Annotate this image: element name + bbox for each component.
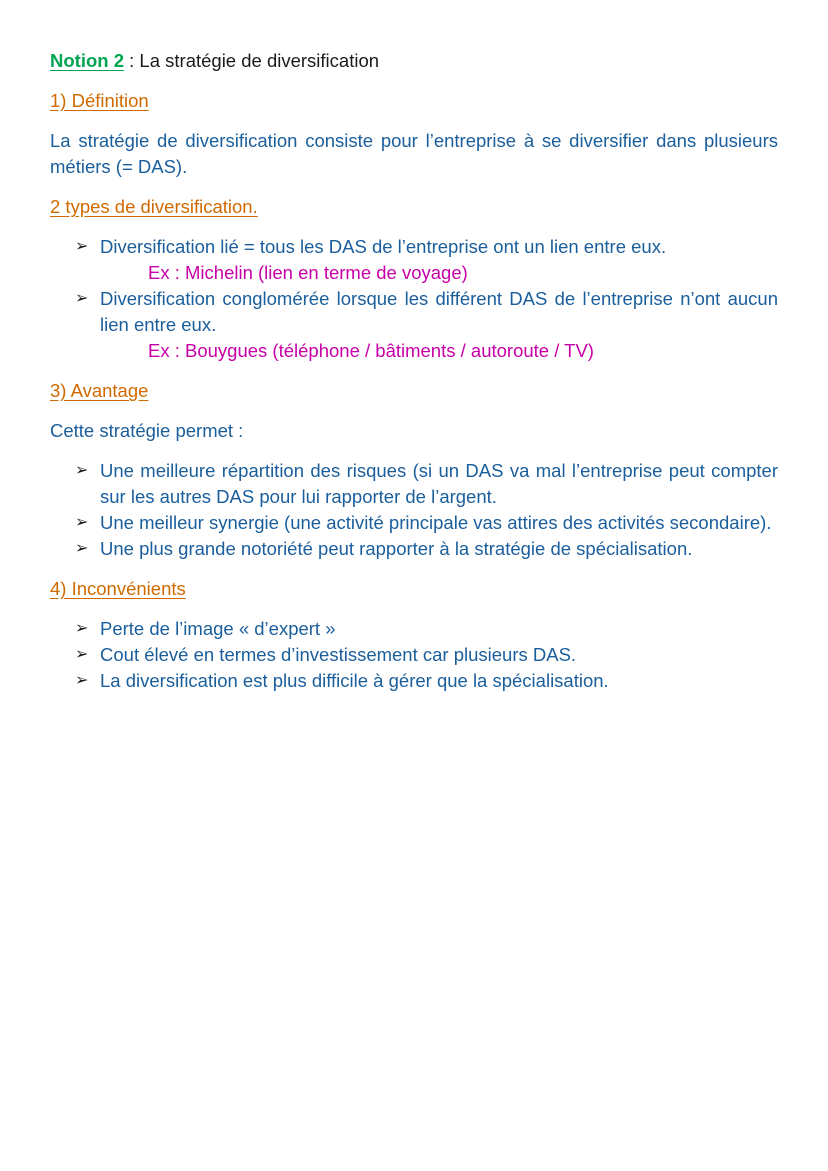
type-item-text: Diversification lié = tous les DAS de l’entreprise ont un lien entre eux.	[100, 236, 667, 257]
inconvenient-item-text: Perte de l’image « d’expert »	[100, 618, 336, 639]
arrow-bullet-icon: ➢	[75, 620, 89, 637]
types-heading: 2 types de diversification.	[50, 196, 258, 217]
definition-text: La stratégie de diversification consiste pour l’entreprise à se diversifier dans plusieurs métiers (= DAS).	[50, 130, 778, 177]
avantage-item-text: Une plus grande notoriété peut rapporter à la stratégie de spécialisation.	[100, 538, 693, 559]
arrow-bullet-icon: ➢	[75, 238, 89, 255]
type-item-text: Diversification conglomérée lorsque les différent DAS de l’entreprise n’ont aucun lien entre eux.	[100, 288, 778, 335]
list-item	[50, 642, 778, 668]
list-item	[50, 458, 778, 510]
inconvenient-item-text: Cout élevé en termes d’investissement car plusieurs DAS.	[100, 644, 577, 665]
list-item	[50, 510, 778, 536]
arrow-bullet-icon: ➢	[75, 646, 89, 663]
avantage-heading: 3) Avantage	[50, 380, 149, 401]
avantage-intro: Cette stratégie permet :	[50, 420, 244, 441]
inconvenients-heading: 4) Inconvénients	[50, 578, 186, 599]
page-title	[50, 48, 778, 74]
definition-heading: 1) Définition	[50, 90, 149, 111]
inconvenients-list	[50, 616, 778, 694]
document-page	[50, 48, 778, 708]
list-item	[50, 616, 778, 642]
types-list	[50, 234, 778, 364]
title-separator: :	[124, 50, 140, 71]
arrow-bullet-icon: ➢	[75, 672, 89, 689]
type-example: Ex : Michelin (lien en terme de voyage)	[148, 262, 468, 283]
arrow-bullet-icon: ➢	[75, 514, 89, 531]
title-text: La stratégie de diversification	[139, 50, 380, 71]
arrow-bullet-icon: ➢	[75, 290, 89, 307]
list-item	[50, 668, 778, 694]
list-item	[50, 234, 778, 260]
inconvenient-item-text: La diversification est plus difficile à gérer que la spécialisation.	[100, 670, 609, 691]
list-item	[50, 536, 778, 562]
arrow-bullet-icon: ➢	[75, 462, 89, 479]
avantage-list	[50, 458, 778, 562]
avantage-item-text: Une meilleure répartition des risques (si un DAS va mal l’entreprise peut compter sur les autres DAS pour lui rapporter de l’argent.	[100, 460, 778, 507]
type-example: Ex : Bouygues (téléphone / bâtiments / autoroute / TV)	[148, 340, 594, 361]
arrow-bullet-icon: ➢	[75, 540, 89, 557]
list-item	[50, 286, 778, 338]
notion-label: Notion 2	[50, 50, 124, 71]
avantage-item-text: Une meilleur synergie (une activité principale vas attires des activités secondaire).	[100, 512, 772, 533]
